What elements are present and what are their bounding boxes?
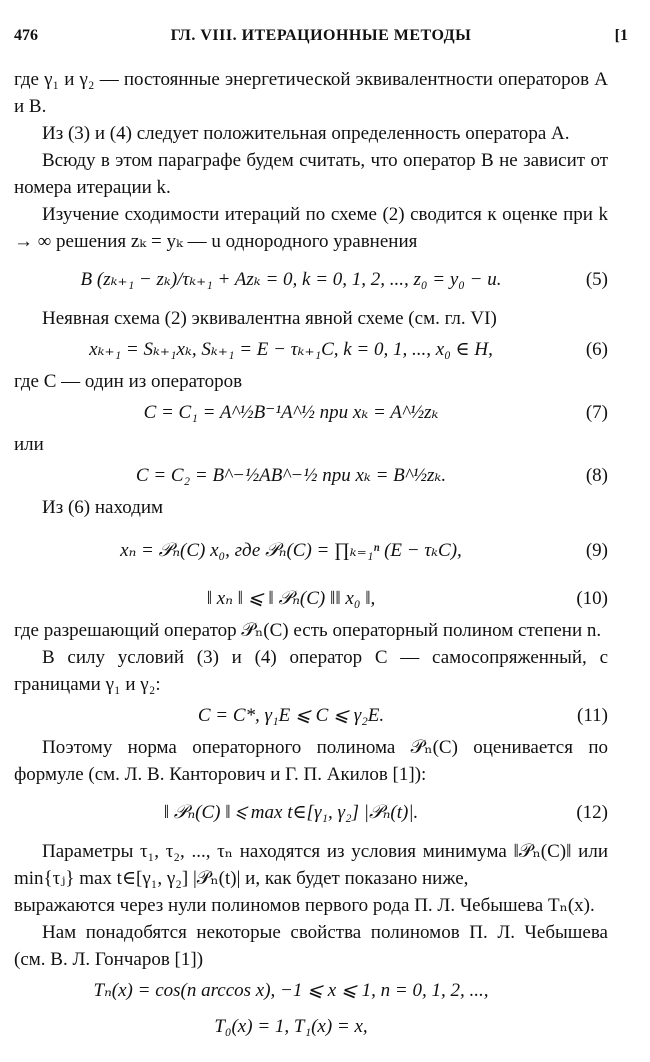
paragraph-13: выражаются через нули полиномов первого рода П. Л. Чебышева Tₙ(x). [14,895,595,916]
equation-12 [14,788,608,838]
paragraph-14: Нам понадобятся некоторые свойства полиномов П. Л. Чебышева (см. В. Л. Гончаров [1]) [14,922,608,970]
paragraph-6: где C — один из операторов [14,371,243,392]
equation-11-expression: C = C*, γ₁E ⩽ C ⩽ γ₂E. [197,705,385,726]
equation-8 [14,458,608,494]
paragraph-5: Неявная схема (2) эквивалентна явной схеме (см. гл. VI) [42,308,497,329]
equation-7-number: (7) [585,402,608,423]
equation-11-number: (11) [577,705,608,726]
equation-9-expression: xₙ = 𝒫ₙ(C) x₀, где 𝒫ₙ(C) = ∏ₖ₌₁ⁿ (E − τₖC), [120,540,462,561]
paragraph-8: Из (6) находим [42,497,164,518]
equation-10 [14,581,608,617]
equation-5-expression: B (zₖ₊₁ − zₖ)/τₖ₊₁ + Azₖ = 0, k = 0, 1, 2, ..., z₀ = y₀ − u. [80,269,502,290]
paragraph-7: или [14,434,44,455]
chapter-title: ГЛ. VIII. ИТЕРАЦИОННЫЕ МЕТОДЫ [170,27,472,44]
equation-8-expression: C = C₂ = B^−½AB^−½ при xₖ = B^½zₖ. [135,465,447,486]
page-body [14,66,608,1045]
section-mark: [1 [614,27,628,44]
equation-6-number: (6) [585,339,608,360]
paragraph-11: Поэтому норма операторного полинома 𝒫ₙ(C) оценивается по формуле (см. Л. В. Канторович и Г. П. Акилов [1]): [14,737,608,785]
equation-11 [14,698,608,734]
paragraph-10: В силу условий (3) и (4) оператор C — самосопряженный, с границами γ₁ и γ₂: [14,647,608,695]
equation-10-number: (10) [576,588,608,609]
equation-8-number: (8) [585,465,608,486]
equation-7 [14,395,608,431]
paragraph-4: Изучение сходимости итераций по схеме (2) сводится к оценке при k → ∞ решения zₖ = yₖ — u однородного уравнения [14,204,608,252]
paragraph-1: где γ₁ и γ₂ — постоянные энергетической эквивалентности операторов A и B. [14,69,608,117]
paragraph-2: Из (3) и (4) следует положительная определенность оператора A. [42,123,570,144]
equation-9 [14,521,608,581]
equation-13-expression: Tₙ(x) = cos(n arccos x), −1 ⩽ x ⩽ 1, n = 0, 1, 2, ..., [93,980,489,1001]
equation-12-expression: ‖ 𝒫ₙ(C) ‖ ⩽ max t∈[γ₁, γ₂] |𝒫ₙ(t)|. [163,802,419,823]
equation-9-number: (9) [585,540,608,561]
page-number: 476 [14,27,38,44]
equation-6 [14,332,608,368]
equation-14-expression: T₀(x) = 1, T₁(x) = x, [214,1016,368,1037]
equation-13 [14,973,608,1009]
equation-12-number: (12) [576,802,608,823]
paragraph-9: где разрешающий оператор 𝒫ₙ(C) есть операторный полином степени n. [14,620,602,641]
equation-5-number: (5) [585,269,608,290]
equation-5 [14,255,608,305]
paragraph-3: Всюду в этом параграфе будем считать, что оператор B не зависит от номера итерации k. [14,150,608,198]
paragraph-12: Параметры τ₁, τ₂, ..., τₙ находятся из условия минимума ‖𝒫ₙ(C)‖ или min{τⱼ} max t∈[γ₁, γ₂] |𝒫ₙ(t)| и, как будет показано ниже, [14,841,608,889]
equation-10-expression: ‖ xₙ ‖ ⩽ ‖ 𝒫ₙ(C) ‖‖ x₀ ‖, [206,588,376,609]
equation-14 [14,1009,608,1045]
equation-6-expression: xₖ₊₁ = Sₖ₊₁xₖ, Sₖ₊₁ = E − τₖ₊₁C, k = 0, 1, ..., x₀ ∈ H, [89,339,493,360]
running-header [14,22,628,46]
equation-7-expression: C = C₁ = A^½B⁻¹A^½ при xₖ = A^½zₖ [143,402,439,423]
